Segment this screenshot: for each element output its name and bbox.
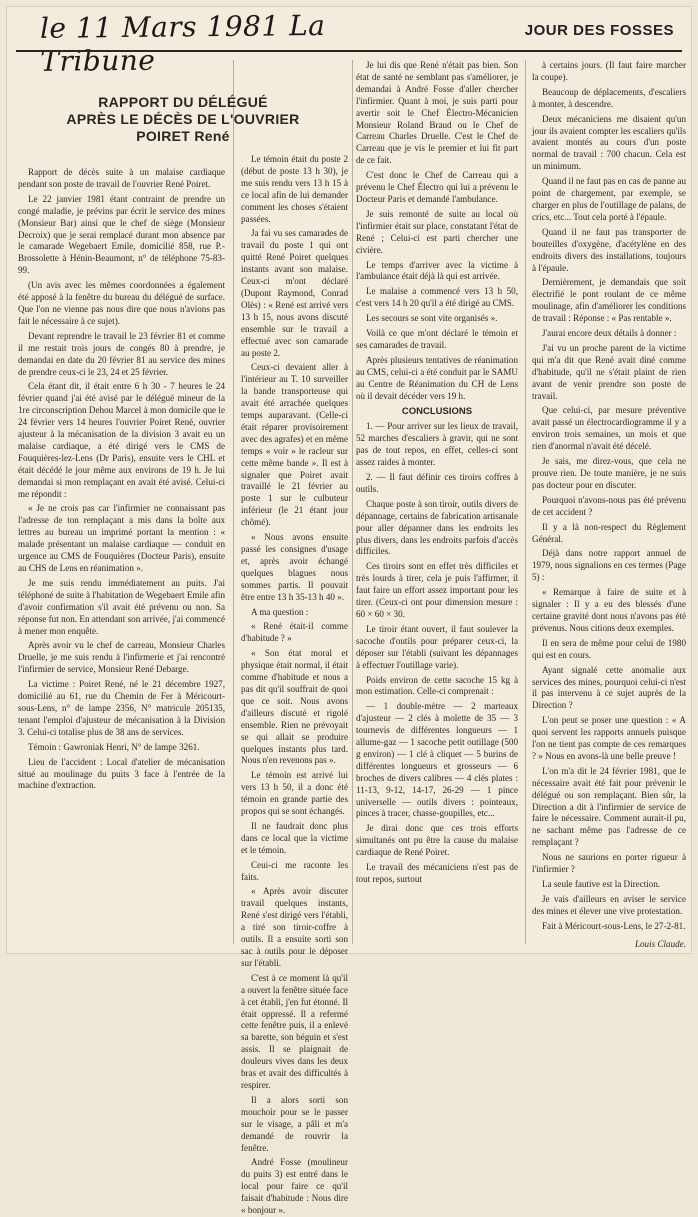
paragraph: Le travail des mécaniciens n'est pas de tout repos, surtout xyxy=(356,862,518,884)
paragraph: Je sais, me direz-vous, que cela ne prouve rien. De toute manière, je ne suis pas docteur pour en discuter. xyxy=(532,456,686,490)
paragraph: Je lui dis que René n'était pas bien. Son état de santé ne semblant pas s'améliorer, je demandai à André Fosse d'aller chercher l'infirmier. Quant à moi, je suis parti pour avertir soit le Chef Électro-Mécanicien Monsieur Roland Braud ou le Chef de Carreau Charles Druelle. C'est le Chef de Carreau que je vis le premier et lui fit part de ce fait. xyxy=(356,60,518,166)
paragraph: L'on peut se poser une question : « A quoi servent les rapports annuels puisque l'on ne tient pas compte de ces remarques ? » Nous en avons-là une belle preuve ! xyxy=(532,715,686,761)
paragraph: Je suis remonté de suite au local où l'infirmier était sur place, constatant l'état de René ; Celui-ci est parti chercher une civière. xyxy=(356,208,518,255)
paragraph: J'aurai encore deux détails à donner : xyxy=(542,328,677,339)
paragraph: Chaque poste à son tiroir, outils divers de dépannage, certains de fabrication artisanale pour aller dépanner dans les endroits les plus divers, dans les endroits parfois d'accès difficiles. xyxy=(356,498,518,557)
paragraph: à certains jours. (Il faut faire marcher la coupe). xyxy=(532,60,686,82)
paragraph: « Remarque à faire de suite et à signaler : Il y a eu des blessés d'une certaine gravité dont nous n'avons pas été prévenus. Nous citions deux exemples. xyxy=(532,587,686,633)
author-signature: Louis Claude. xyxy=(634,938,686,949)
paragraph: Le malaise a commencé vers 13 h 50, c'est vers 14 h 20 qu'il a été dirigé au CMS. xyxy=(356,286,518,309)
paragraph: C'est à ce moment là qu'il a ouvert la fenêtre située face à cet établi, j'en fut étonné. Il était oppressé. Il a refermé cette fenêtre puis, il a enlevé sa barette, son béguin et s'est assis. Il se plaignait de douleurs vives dans les deux bras et avait des difficultés à respirer. xyxy=(241,972,348,1090)
paragraph: L'on m'a dit le 24 février 1981, que le nécessaire avait été fait pour prévenir le délégué ou son remplaçant. Bien sûr, la Direction a dit à l'infirmier de service de faire le nécessaire. Comment aurait-il pu, ne sachant même pas l'adresse de ce remplaçant ? xyxy=(532,765,686,848)
column-divider xyxy=(233,60,234,944)
paragraph: Le tiroir étant ouvert, il faut soulever la sacoche d'outils pour préparer ceux-ci, la déposer sur l'établi (suivant les dépannages à effectuer l'outillage varie). xyxy=(356,623,518,670)
conclusions-heading: CONCLUSIONS xyxy=(401,406,473,418)
paragraph: Voilà ce que m'ont déclaré le témoin et ses camarades de travail. xyxy=(356,328,518,350)
article-column-2 xyxy=(241,154,348,1216)
paragraph: A ma question : xyxy=(251,606,309,617)
paragraph: 1. — Pour arriver sur les lieux de travail, 52 marches d'escaliers à gravir, qui ne sont pas de tout repos, en effet, celles-ci sont assez raides à monter. xyxy=(356,421,518,468)
paragraph: (Un avis avec les mêmes coordonnées a également été apposé à la fenêtre du bureau du délégué de surface. Que l'on ne vienne pas nous dire que nous n'avions pas fait le nécessaire à ce sujet). xyxy=(18,280,225,326)
paragraph: Dernièrement, je demandais que soit électrifié le pont roulant de ce même moulinage, afin d'améliorer les conditions de travail : Réponse : « Pas rentable ». xyxy=(532,277,686,324)
header-rule xyxy=(16,50,682,52)
paragraph: Il ne faudrait donc plus dans ce local que la victime et le témoin. xyxy=(241,820,348,855)
article-column-4 xyxy=(532,60,686,948)
paragraph: Fait à Méricourt-sous-Lens, le 27-2-81. xyxy=(542,920,686,931)
paragraph: Il en sera de même pour celui de 1980 qui est en cours. xyxy=(532,637,686,660)
paragraph: Je me suis rendu immédiatement au puits. J'ai téléphoné de suite à l'habitation de Wegebaert Emile afin d'avoir confirmation s'il avait été prévenu ou non. Sa réponse fut non. En attendant son arrivée, j'ai commencé à mener mon enquête. xyxy=(18,577,225,636)
paragraph: J'ai vu un proche parent de la victime qui m'a dit que René avait diné comme d'habitude, qu'il ne s'était plaint de rien avant de venir prendre son poste de travail. xyxy=(532,342,686,401)
article-column-3 xyxy=(356,60,518,948)
paragraph: « Je ne crois pas car l'infirmier ne connaissant pas l'adresse de ton remplaçant a mis dans la boîte aux lettres au bureau un imprimé portant la mention : « malade présentant un malaise cardiaque — conduit en urgence au CMS de Fouquières (Docteur Paris), ensuite au CHS de Lens en réanimation ». xyxy=(18,503,225,573)
paragraph: Ja fai vu ses camarades de travail du poste 1 qui ont quitté René Poiret quelques instants avant son malaise. Ceux-ci m'ont déclaré (Dupont Raymond, Conrad Olès) : « René est arrivé vers 13 h 15, nous avons discuté ensemble sur le travail a effectué avec son camarade au poste 2. xyxy=(241,228,348,358)
headline-line-2: APRÈS LE DÉCÈS DE L'OUVRIER xyxy=(66,111,300,127)
paragraph: Le témoin est arrivé lui vers 13 h 50, il a donc été témoin en grande partie des propos qui se sont échangés. xyxy=(241,770,348,817)
paragraph: Beaucoup de déplacements, d'escaliers à monter, à descendre. xyxy=(532,86,686,109)
paragraph: 2. — Il faut définir ces tiroirs coffres à outils. xyxy=(356,472,518,494)
paragraph: Il y a là non-respect du Règlement Général. xyxy=(532,521,686,544)
paragraph: Nous ne saurions en porter rigueur à l'infirmier ? xyxy=(532,852,686,875)
paragraph: Après avoir vu le chef de carreau, Monsieur Charles Druelle, je me suis rendu à l'infirmerie et j'ai rencontré l'infirmier de service, Monsieur René Debarge. xyxy=(18,640,225,675)
paragraph: Lieu de l'accident : Local d'atelier de mécanisation situé au moulinage du puits 3 face à l'entrée de la machine d'extraction. xyxy=(18,756,225,791)
article-headline xyxy=(18,94,348,145)
paragraph: André Fosse (moulineur du puits 3) est entré dans le local pour faire ce qu'il faisait d'habitude : Nous dire « bonjour ». xyxy=(241,1157,348,1216)
paragraph: Deux mécaniciens me disaient qu'un jour ils avaient compter les escaliers qu'ils avaient montés au cours d'un poste normal de travail : 700 chacun. Cela est un minimum. xyxy=(532,113,686,172)
paragraph: Déjà dans notre rapport annuel de 1979, nous signalions en ces termes (Page 5) : xyxy=(532,548,686,583)
paragraph: Pourquoi n'avons-nous pas été prévenu de cet accident ? xyxy=(532,494,686,517)
column-divider xyxy=(352,60,353,944)
paragraph: Devant reprendre le travail le 23 février 81 et comme il me restait trois jours de congés 80 à prendre, je demandai en date du 20 février 81 au service des mines de prendre ceux-ci le 23, 24 et 25 février. xyxy=(18,330,225,377)
paragraph: Ces tiroirs sont en effet très difficiles et très lourds à tirer, cela je puis l'affirmer, il faut faire un effort assez important pour les tirer. (Ceux-ci ont pour dimension mesure : 60 × 60 × 30. xyxy=(356,561,518,619)
paragraph: « Après avoir discuter travail quelques instants, René s'est dirigé vers l'établi, a tiré son tiroir-coffre à outils. Il a ensuite sorti son sac à outils pour le déposer sur l'établi. xyxy=(241,886,348,968)
paragraph: La seule fautive est la Direction. xyxy=(542,879,661,889)
paragraph: Cela étant dit, il était entre 6 h 30 - 7 heures le 24 février quand j'ai été avisé par le délégué mineur de la 1re circonscription Dehou Marcel à mon domicile que le 24 février vers 14 heures l'ouvrier Poiret René, ouvrier ajusteur à la mécanisation de la division 3 avait eu un malaise cardiaque, a été dirigé vers le CMS de Fouquières-lez-Lens (Dr Paris), ensuite vers le CHL et était décédé le jour même aux environs de 19 h. Je lui demandai si mon remplaçant en avait été avisé. Celui-ci me répondit : xyxy=(18,381,225,499)
paragraph: C'est donc le Chef de Carreau qui a prévenu le Chef Électro qui lui a prévenu le Docteur Paris et demandé l'ambulance. xyxy=(356,170,518,204)
paragraph: Quand il ne faut pas transporter de bouteilles d'oxygène, d'acétylène en des endroits divers des installations, toujours à l'épaule. xyxy=(532,226,686,273)
paragraph: Que celui-ci, par mesure préventive avait passé un électrocardiogramme il y a environ trois semaines, un mois et que rien d'anormal n'avait été décelé. xyxy=(532,405,686,452)
paragraph: Le témoin était du poste 2 (début de poste 13 h 30), je me suis rendu vers 13 h 15 à ce local afin de lui demander comment les choses s'étaient passées. xyxy=(241,154,348,224)
paragraph: Il a alors sorti son mouchoir pour se le passer sur le visage, a pâli et m'a demandé de rouvrir la fenêtre. xyxy=(241,1094,348,1153)
paragraph: Ceux-ci devaient aller à l'intérieur au T. 10 surveiller la bande transporteuse qui avait été arrachée quelques temps auparavant. (Celle-ci était réparer provisoirement avec des agrafes) et en même temps « voir » le racleur sur cette même bande ». Il est à signaler que Poiret avait travaillé le 21 février au poste 1 sur le culbuteur inférieur (le 21 étant jour chômé). xyxy=(241,362,348,528)
paragraph: La victime : Poiret René, né le 21 décembre 1927, domicilié au 61, rue du Chemin de Fer à Méricourt-sous-Lens, n° de lampe 2356, N° matricule 205135, tenant l'emploi d'ajusteur de mécanisation à la Division 3. Celui-ci totalise plus de 38 ans de services. xyxy=(18,679,225,737)
paragraph: Poids environ de cette sacoche 15 kg à mon estimation. Celle-ci comprenait : xyxy=(356,674,518,697)
column-divider xyxy=(525,60,526,944)
headline-line-3: POIRET René xyxy=(136,128,230,144)
newspaper-clipping xyxy=(6,6,692,1216)
paragraph: « Son état moral et physique était normal, il était comme d'habitude et nous a pas dit qu'il souffrait de quoi que ce soit. Nous avons d'ailleurs discuté et rigolé ensemble. Rien ne prévoyait se qui allait se produire quelques instants plus tard. Nous n'en revenons pas ». xyxy=(241,648,348,766)
paragraph: Après plusieurs tentatives de réanimation au CMS, celui-ci a été conduit par le SAMU au Centre de Réanimation du CH de Lens où il devait décéder vers 19 h. xyxy=(356,354,518,401)
paragraph: Je dirai donc que ces trois efforts simultanés ont pu être la cause du malaise cardiaque de René Poiret. xyxy=(356,823,518,858)
paragraph: — 1 double-mètre — 2 marteaux d'ajusteur — 2 clés à molette de 35 — 3 tournevis de différentes longueurs — 1 allume-gaz — 1 sacoche petit outillage (500 g environ) — 1 clé à cliquet — 5 burins de différentes longueurs et grosseurs — 6 broches de divers calibres — 4 clés plates : 11-13, 9-12, 14-17, 26-29 — 1 pince universelle — outils divers : pointeaux, pinces à tracer, chasse-goupilles, etc... xyxy=(356,701,518,819)
paragraph: Quand il ne faut pas en cas de panne au point de chargement, par exemple, se charger en plus de l'outillage de palans, de crics, etc... Tout cela porté à l'épaule. xyxy=(532,176,686,222)
paragraph: Ceui-ci me raconte les faits. xyxy=(241,859,348,882)
paragraph: Le temps d'arriver avec la victime à l'ambulance était déjà là qui est arrivée. xyxy=(356,259,518,282)
handwritten-date-annotation: le 11 Mars 1981 La Tribune xyxy=(39,8,326,78)
paragraph: Rapport de décès suite à un malaise cardiaque pendant son poste de travail de l'ouvrier René Poiret. xyxy=(18,167,225,189)
paragraph: Je vais d'ailleurs en aviser le service des mines et élever une vive protestation. xyxy=(532,893,686,916)
paragraph: « Nous avons ensuite passé les consignes d'usage et, après avoir échangé quelques blagues nous sommes partis. Il pouvait être entre 13 h 35-13 h 40 ». xyxy=(241,532,348,602)
headline-line-1: RAPPORT DU DÉLÉGUÉ xyxy=(98,94,268,110)
paragraph: Le 22 janvier 1981 étant contraint de prendre un congé maladie, je prévins par écrit le service des mines (Monsieur Bar) ainsi que le chef de siège (Monsieur Decroix) que je serai remplacé durant mon absence par le camarade Wegebaert Emile, domicilié 858, rue P.-Brossolette à Hénin-Beaumont, n° de téléphone 75-83-99. xyxy=(18,193,225,276)
paragraph: Témoin : Gawroniak Henri, N° de lampe 3261. xyxy=(28,741,200,752)
section-rubric: JOUR DES FOSSES xyxy=(524,22,674,39)
paragraph: « René était-il comme d'habitude ? » xyxy=(241,621,348,644)
paragraph: Ayant signalé cette anomalie aux services des mines, pourquoi celui-ci n'est il pas intervenu à ce sujet auprès de la Direction ? xyxy=(532,664,686,711)
paragraph: Les secours se sont vite organisés ». xyxy=(366,313,498,324)
